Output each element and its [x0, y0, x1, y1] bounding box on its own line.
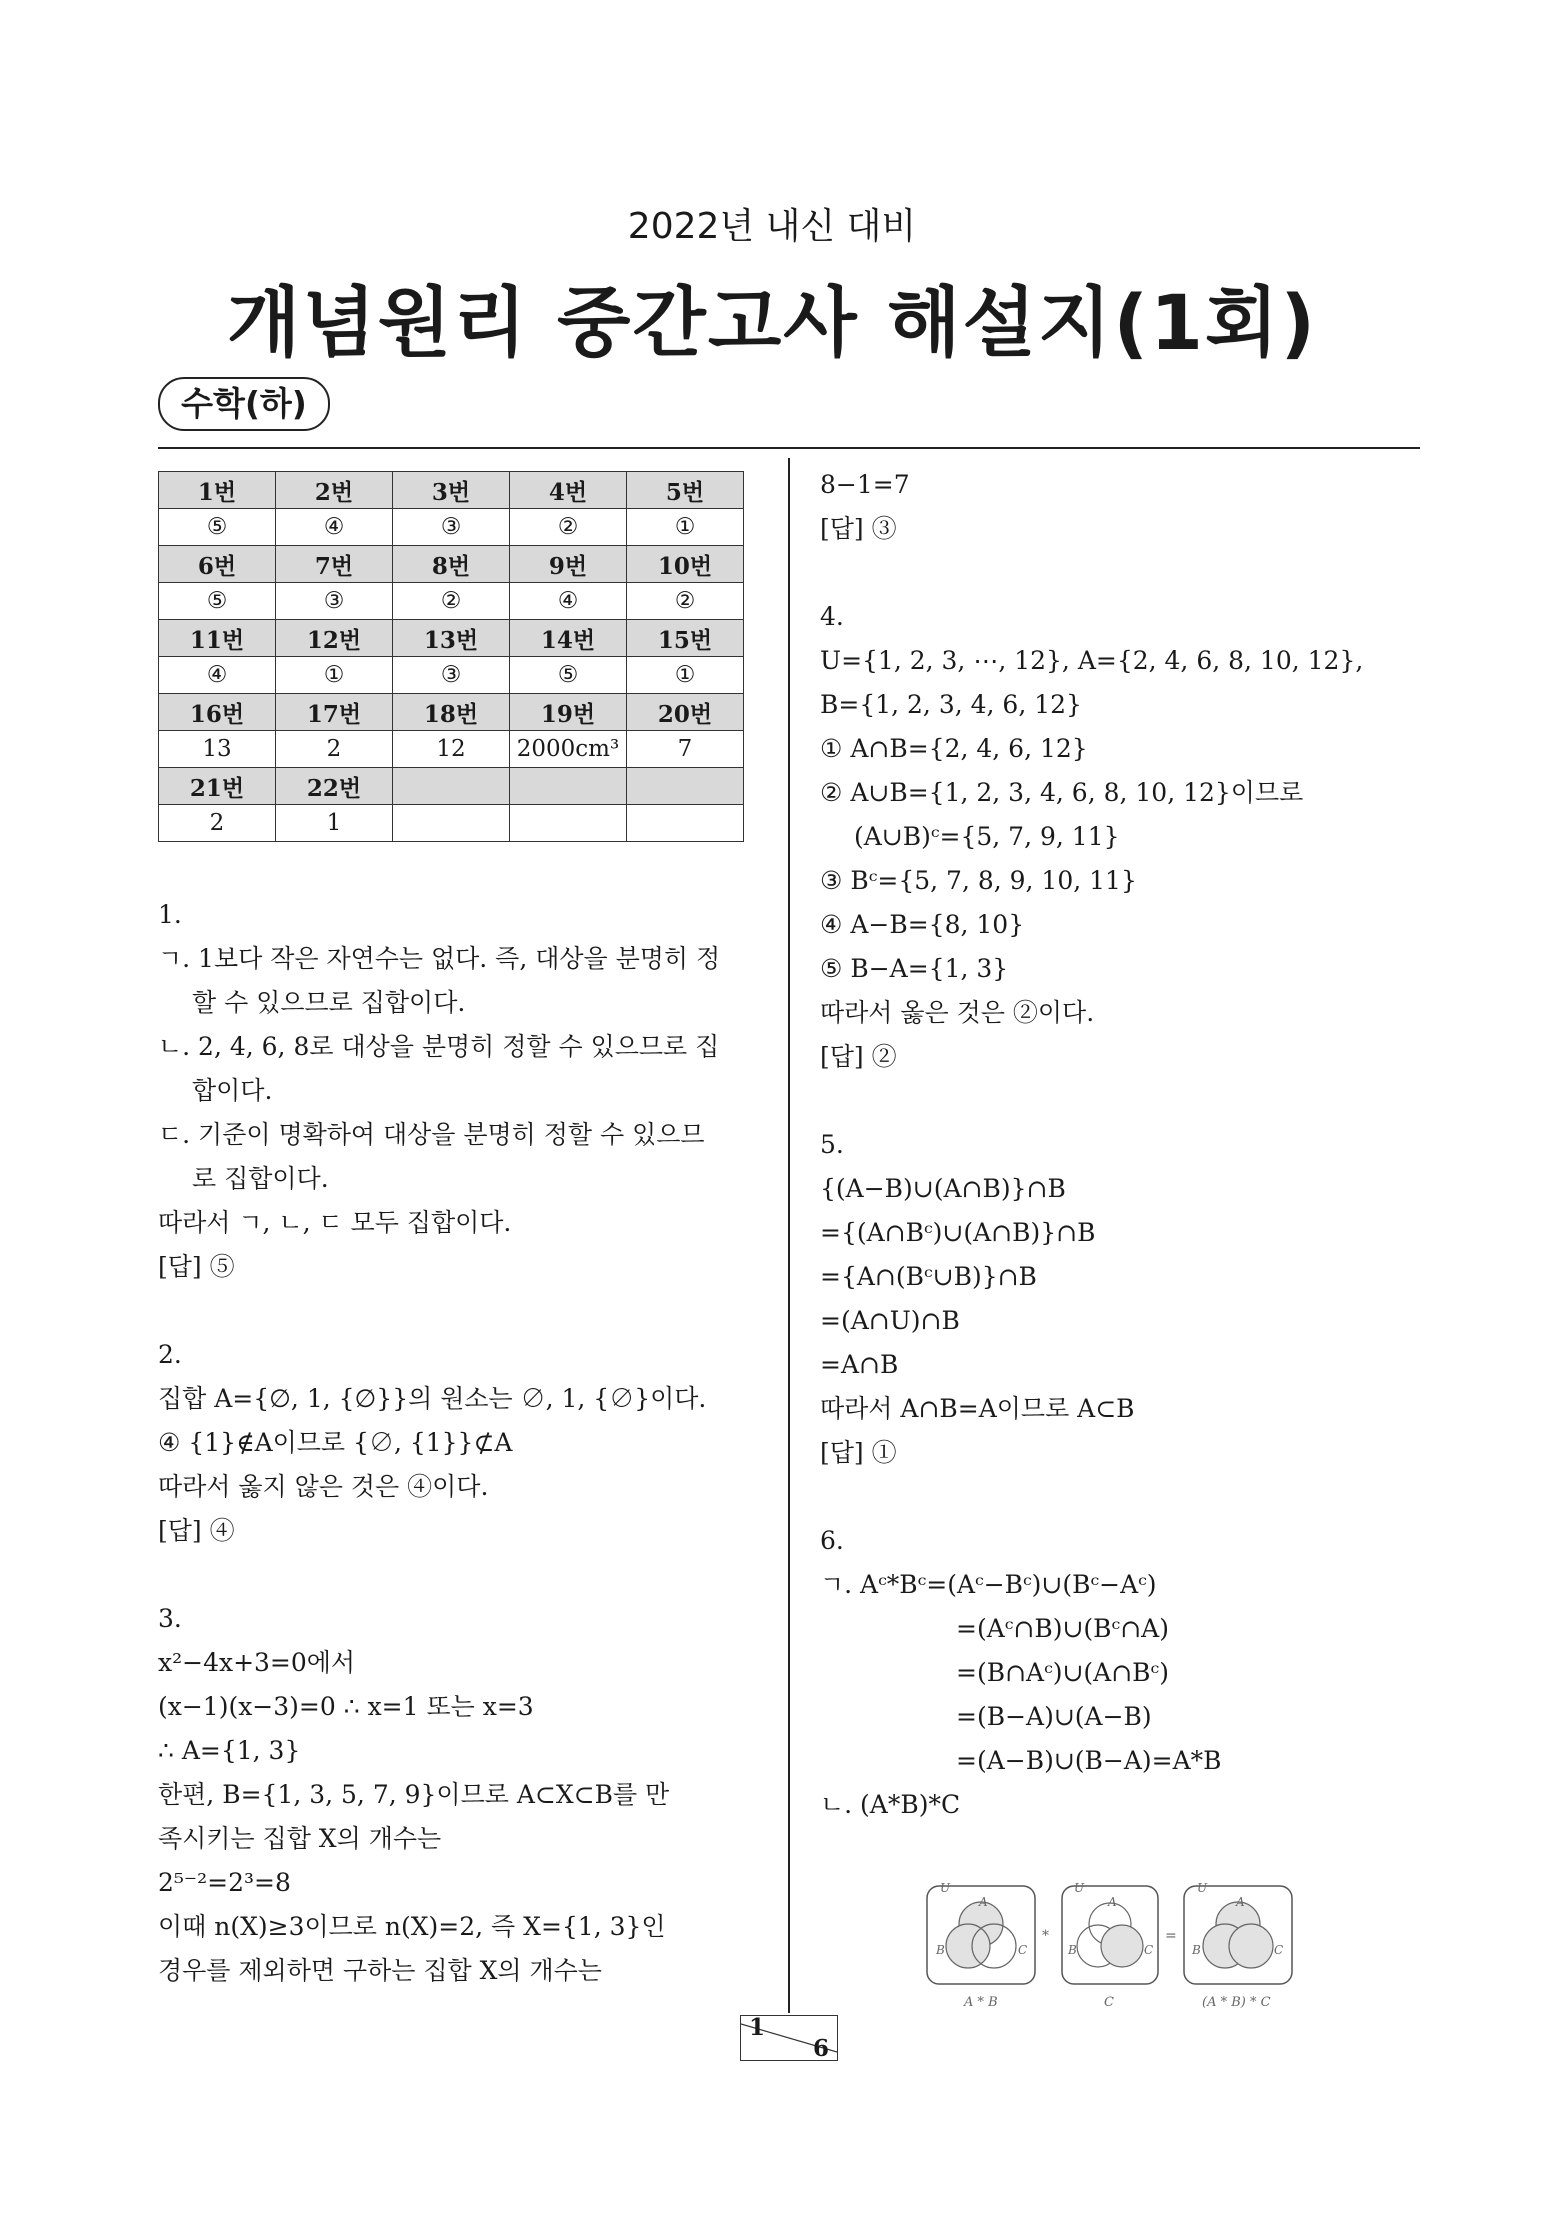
venn-caption-3: (A * B) * C	[1202, 1995, 1271, 2010]
text-line: 따라서 A∩B=A이므로 A⊂B	[820, 1394, 1135, 1423]
answer-table-header-cell: 16번	[159, 694, 276, 731]
venn-label-a: A	[979, 1895, 988, 1909]
header-divider	[158, 447, 1420, 449]
text-line: =(B−A)∪(A−B)	[956, 1702, 1152, 1731]
text-line: 로 집합이다.	[192, 1164, 329, 1193]
answer-table-row	[159, 472, 744, 509]
text-line: ㄴ. 2, 4, 6, 8로 대상을 분명히 정할 수 있으므로 집	[158, 1032, 720, 1061]
text-line: =(B∩Aᶜ)∪(A∩Bᶜ)	[956, 1658, 1169, 1687]
text-line: 한편, B={1, 3, 5, 7, 9}이므로 A⊂X⊂B를 만	[158, 1780, 670, 1809]
answer-table-row	[159, 768, 744, 805]
answer-table-cell: ⑤	[510, 657, 627, 694]
text-line: 경우를 제외하면 구하는 집합 X의 개수는	[158, 1956, 602, 1985]
answer-table-header-cell: 3번	[393, 472, 510, 509]
text-line: =(Aᶜ∩B)∪(Bᶜ∩A)	[956, 1614, 1169, 1643]
text-line: ∴ A={1, 3}	[158, 1736, 301, 1765]
answer-table-header-cell: 10번	[627, 546, 744, 583]
answer-table-cell: ③	[393, 509, 510, 546]
venn-label-c: C	[1274, 1943, 1284, 1957]
answer-table-cell: ②	[393, 583, 510, 620]
page-total: 6	[812, 2035, 829, 2062]
answer-table-cell: ①	[627, 509, 744, 546]
text-line: =(A∩U)∩B	[820, 1306, 960, 1335]
text-line: 이때 n(X)≥3이므로 n(X)=2, 즉 X={1, 3}인	[158, 1912, 666, 1941]
answer-table-header-cell: 12번	[276, 620, 393, 657]
text-line: =(A−B)∪(B−A)=A*B	[956, 1746, 1222, 1775]
answer-table-cell: ④	[510, 583, 627, 620]
text-line: B={1, 2, 3, 4, 6, 12}	[820, 690, 1082, 719]
venn-label-u: U	[1197, 1881, 1208, 1895]
answer-table-cell: ①	[627, 657, 744, 694]
text-line: 2⁵⁻²=2³=8	[158, 1868, 291, 1897]
answer-table-cell: ②	[627, 583, 744, 620]
text-line: ③ Bᶜ={5, 7, 8, 9, 10, 11}	[820, 866, 1137, 895]
text-line: ㄱ. Aᶜ*Bᶜ=(Aᶜ−Bᶜ)∪(Bᶜ−Aᶜ)	[820, 1570, 1157, 1599]
answer-table-header-cell: 18번	[393, 694, 510, 731]
text-line: U={1, 2, 3, ⋯, 12}, A={2, 4, 6, 8, 10, 12},	[820, 646, 1364, 675]
text-line: 2.	[158, 1340, 182, 1369]
answer-table-row	[159, 620, 744, 657]
answer-table-header-cell: 11번	[159, 620, 276, 657]
answer-table-row	[159, 583, 744, 620]
page-title: 개념원리 중간고사 해설지(1회)	[226, 278, 1318, 367]
answer-table-cell: 13	[159, 731, 276, 768]
text-line: {(A−B)∪(A∩B)}∩B	[820, 1174, 1066, 1203]
text-line: (x−1)(x−3)=0 ∴ x=1 또는 x=3	[158, 1692, 534, 1721]
text-line: (A∪B)ᶜ={5, 7, 9, 11}	[854, 822, 1120, 851]
answer-table-header-cell: 8번	[393, 546, 510, 583]
page-number	[740, 2015, 838, 2061]
text-line: [답] ①	[820, 1438, 897, 1467]
text-line: ② A∪B={1, 2, 3, 4, 6, 8, 10, 12}이므로	[820, 778, 1304, 807]
answer-table-cell: ④	[276, 509, 393, 546]
answer-table-header-cell: 14번	[510, 620, 627, 657]
answer-table-cell: ③	[276, 583, 393, 620]
text-line: 따라서 옳은 것은 ②이다.	[820, 998, 1095, 1027]
text-line: 집합 A={∅, 1, {∅}}의 원소는 ∅, 1, {∅}이다.	[158, 1384, 707, 1413]
text-line: 4.	[820, 602, 844, 631]
text-line: ={(A∩Bᶜ)∪(A∩B)}∩B	[820, 1218, 1096, 1247]
venn-label-c: C	[1144, 1943, 1154, 1957]
text-line: ㄷ. 기준이 명확하여 대상을 분명히 정할 수 있으므	[158, 1120, 705, 1149]
venn-label-u: U	[940, 1881, 951, 1895]
venn-op-star: *	[1042, 1928, 1049, 1944]
venn-diagram	[922, 1878, 1318, 2010]
venn-label-c: C	[1018, 1943, 1028, 1957]
answer-table-row	[159, 694, 744, 731]
answer-table-row	[159, 805, 744, 842]
answer-table-cell: ①	[276, 657, 393, 694]
text-line: ④ {1}∉A이므로 {∅, {1}}⊄A	[158, 1428, 513, 1457]
venn-label-a: A	[1236, 1895, 1245, 1909]
answer-table-row	[159, 546, 744, 583]
venn-panel-result	[1184, 1881, 1292, 2010]
answer-table-header-cell: 2번	[276, 472, 393, 509]
answer-table-header-cell: 9번	[510, 546, 627, 583]
answer-table-cell: 2000cm³	[510, 731, 627, 768]
subject-badge: 수학(하)	[158, 377, 330, 431]
answer-table-cell: ⑤	[159, 583, 276, 620]
venn-label-b: B	[1068, 1943, 1077, 1957]
answer-table-cell: 2	[159, 805, 276, 842]
answer-table-header-cell: 1번	[159, 472, 276, 509]
answer-table-cell: 12	[393, 731, 510, 768]
text-line	[820, 1475, 1430, 1519]
left-column	[158, 893, 763, 1993]
text-line: 3.	[158, 1604, 182, 1633]
venn-label-a: A	[1108, 1895, 1117, 1909]
page-current: 1	[749, 2014, 766, 2041]
text-line: [답] ④	[158, 1516, 235, 1545]
answer-table-header-cell: 5번	[627, 472, 744, 509]
column-divider	[788, 458, 790, 2013]
text-line: 따라서 ㄱ, ㄴ, ㄷ 모두 집합이다.	[158, 1208, 512, 1237]
answer-table-header-cell: 15번	[627, 620, 744, 657]
answer-table-header-cell: 21번	[159, 768, 276, 805]
text-line: ={A∩(Bᶜ∪B)}∩B	[820, 1262, 1037, 1291]
answer-table-cell: 1	[276, 805, 393, 842]
venn-caption-2: C	[1104, 1995, 1114, 2010]
answer-table-header-cell: 22번	[276, 768, 393, 805]
answer-table-header-cell	[393, 768, 510, 805]
answer-table-cell: 7	[627, 731, 744, 768]
text-line: ㄱ. 1보다 작은 자연수는 없다. 즉, 대상을 분명히 정	[158, 944, 721, 973]
answer-table-cell	[510, 805, 627, 842]
answer-table-header-cell	[627, 768, 744, 805]
venn-label-b: B	[1192, 1943, 1201, 1957]
text-line: [답] ⑤	[158, 1252, 235, 1281]
answer-table-header-cell: 13번	[393, 620, 510, 657]
answer-table-row	[159, 657, 744, 694]
venn-label-u: U	[1074, 1881, 1085, 1895]
text-line: ㄴ. (A*B)*C	[820, 1790, 961, 1819]
text-line: 5.	[820, 1130, 844, 1159]
answer-table-row	[159, 731, 744, 768]
text-line: ④ A−B={8, 10}	[820, 910, 1025, 939]
text-line: [답] ②	[820, 1042, 897, 1071]
answer-table-cell: ⑤	[159, 509, 276, 546]
text-line	[158, 1289, 763, 1333]
answer-table-cell: ③	[393, 657, 510, 694]
venn-label-b: B	[936, 1943, 945, 1957]
answer-table-header-cell: 19번	[510, 694, 627, 731]
answer-table-cell: ②	[510, 509, 627, 546]
answer-table-cell: 2	[276, 731, 393, 768]
answer-table-header-cell: 6번	[159, 546, 276, 583]
answer-table-header-cell: 17번	[276, 694, 393, 731]
page-subtitle: 2022년 내신 대비	[627, 206, 917, 247]
answer-table-header-cell: 7번	[276, 546, 393, 583]
text-line: ① A∩B={2, 4, 6, 12}	[820, 734, 1088, 763]
answer-table	[158, 471, 744, 842]
answer-table-header-cell: 4번	[510, 472, 627, 509]
answer-table-header-cell	[510, 768, 627, 805]
text-line: 따라서 옳지 않은 것은 ④이다.	[158, 1472, 489, 1501]
venn-panel-a-star-b	[927, 1881, 1035, 2010]
answer-table-cell: ④	[159, 657, 276, 694]
text-line: 1.	[158, 900, 182, 929]
text-line: 8−1=7	[820, 470, 910, 499]
text-line	[158, 1553, 763, 1597]
answer-table-header-cell: 20번	[627, 694, 744, 731]
text-line: [답] ③	[820, 514, 897, 543]
answer-table-row	[159, 509, 744, 546]
text-line	[820, 551, 1430, 595]
right-column	[820, 463, 1430, 1827]
text-line: x²−4x+3=0에서	[158, 1648, 356, 1677]
venn-caption-1: A * B	[964, 1995, 998, 2010]
venn-op-eq: =	[1165, 1928, 1177, 1944]
text-line: 할 수 있으므로 집합이다.	[192, 988, 466, 1017]
text-line: =A∩B	[820, 1350, 899, 1379]
text-line: 족시키는 집합 X의 개수는	[158, 1824, 442, 1853]
text-line: ⑤ B−A={1, 3}	[820, 954, 1009, 983]
answer-table-cell	[393, 805, 510, 842]
venn-panel-c	[1062, 1881, 1158, 2010]
answer-table-cell	[627, 805, 744, 842]
text-line: 6.	[820, 1526, 844, 1555]
text-line: 합이다.	[192, 1076, 273, 1105]
text-line	[820, 1079, 1430, 1123]
